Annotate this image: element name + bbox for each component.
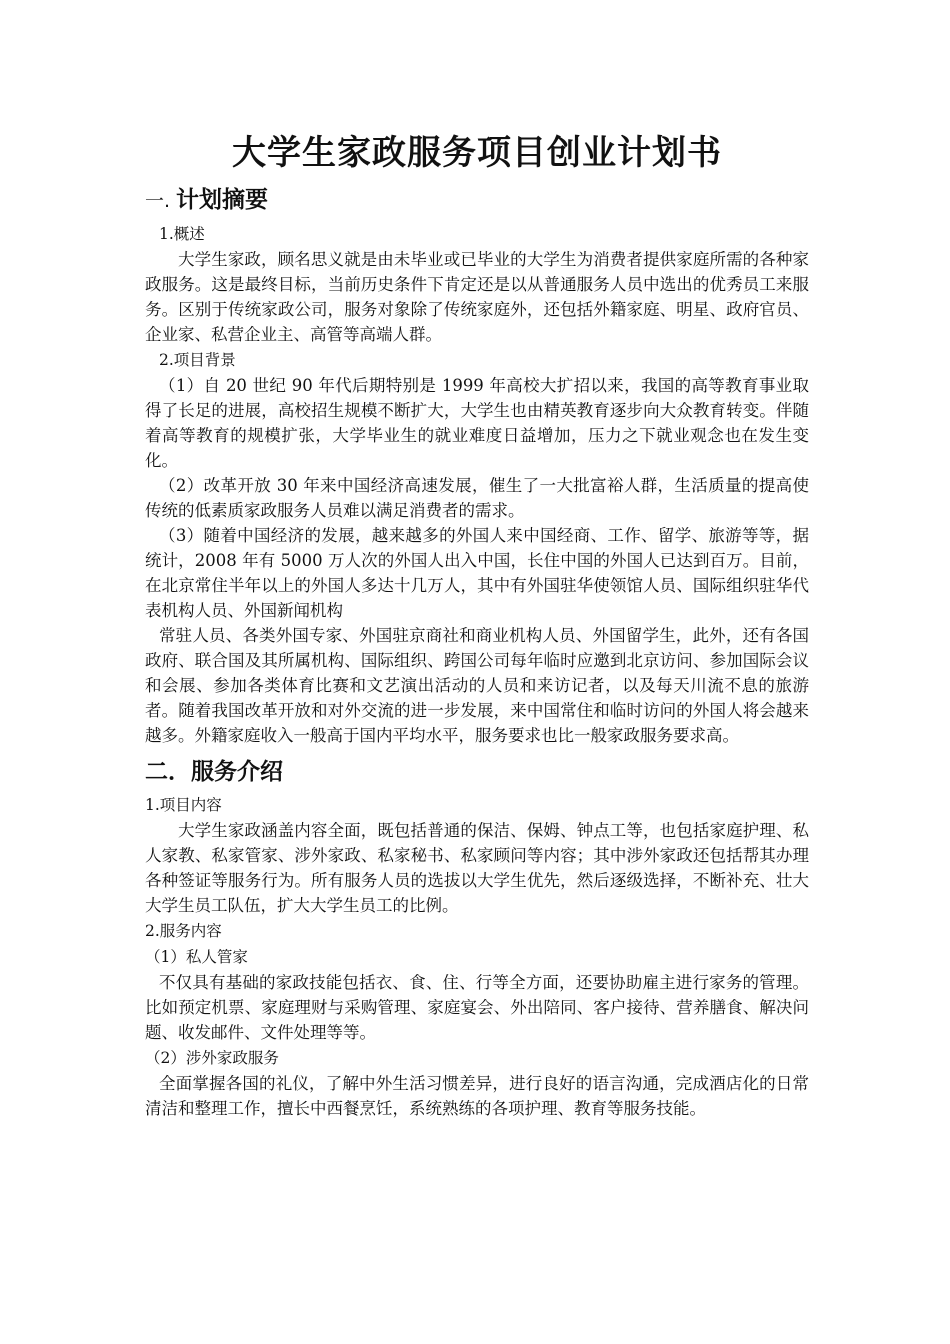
document-body [145, 128, 809, 1121]
section-number: 一. [145, 190, 171, 212]
section-heading-plan-summary [145, 180, 809, 221]
section-heading-service-intro: 二．服务介绍 [145, 759, 283, 785]
document-title: 大学生家政服务项目创业计划书 [232, 133, 722, 173]
subheading-background: 2.项目背景 [159, 351, 236, 369]
subheading-overview: 1.概述 [159, 225, 205, 243]
paragraph-overview: 大学生家政，顾名思义就是由未毕业或已毕业的大学生为消费者提供家庭所需的各种家政服务。这是最终目标，当前历史条件下肯定还是以从普通服务人员中选出的优秀员工来服务。区别于传统家政公司，服务对象除了传统家庭外，还包括外籍家庭、明星、政府官员、企业家、私营企业主、高管等高端人群。 [145, 250, 809, 344]
paragraph-background-2: （2）改革开放 30 年来中国经济高速发展，催生了一大批富裕人群，生活质量的提高使传统的低素质家政服务人员难以满足消费者的需求。 [145, 476, 809, 520]
subheading-project-content: 1.项目内容 [145, 796, 222, 814]
paragraph-background-1: （1）自 20 世纪 90 年代后期特别是 1999 年高校大扩招以来，我国的高等教育事业取得了长足的进展，高校招生规模不断扩大，大学生也由精英教育逐步向大众教育转变。伴随着高等教育的规模扩张，大学毕业生的就业难度日益增加，压力之下就业观念也在发生变化。 [145, 376, 809, 470]
subheading-service-content: 2.服务内容 [145, 922, 222, 940]
paragraph-foreign-housekeeping: 全面掌握各国的礼仪，了解中外生活习惯差异，进行良好的语言沟通，完成酒店化的日常清洁和整理工作，擅长中西餐烹饪，系统熟练的各项护理、教育等服务技能。 [145, 1074, 809, 1118]
paragraph-project-content: 大学生家政涵盖内容全面，既包括普通的保洁、保姆、钟点工等，也包括家庭护理、私人家教、私家管家、涉外家政、私家秘书、私家顾问等内容；其中涉外家政还包括帮其办理各种签证等服务行为。所有服务人员的选拔以大学生优先，然后逐级选择，不断补充、壮大大学生员工队伍，扩大大学生员工的比例。 [145, 821, 809, 915]
paragraph-private-butler: 不仅具有基础的家政技能包括衣、食、住、行等全方面，还要协助雇主进行家务的管理。比如预定机票、家庭理财与采购管理、家庭宴会、外出陪同、客户接待、营养膳食、解决问题、收发邮件、文件处理等等。 [145, 973, 809, 1042]
section-title: 计划摘要 [176, 187, 269, 213]
paragraph-background-4: 常驻人员、各类外国专家、外国驻京商社和商业机构人员、外国留学生，此外，还有各国政府、联合国及其所属机构、国际组织、跨国公司每年临时应邀到北京访问、参加国际会议和会展、参加各类体育比赛和文艺演出活动的人员和来访记者，以及每天川流不息的旅游者。随着我国改革开放和对外交流的进一步发展，来中国常住和临时访问的外国人将会越来越多。外籍家庭收入一般高于国内平均水平，服务要求也比一般家政服务要求高。 [145, 626, 809, 745]
item-heading-foreign-housekeeping: （2）涉外家政服务 [145, 1049, 279, 1067]
paragraph-background-3: （3）随着中国经济的发展，越来越多的外国人来中国经商、工作、留学、旅游等等，据统计，2008 年有 5000 万人次的外国人出入中国，长住中国的外国人已达到百万。目前，在北京常住半年以上的外国人多达十几万人，其中有外国驻华使领馆人员、国际组织驻华代表机构人员、外国新闻机构 [145, 526, 809, 620]
item-heading-private-butler: （1）私人管家 [145, 948, 248, 966]
